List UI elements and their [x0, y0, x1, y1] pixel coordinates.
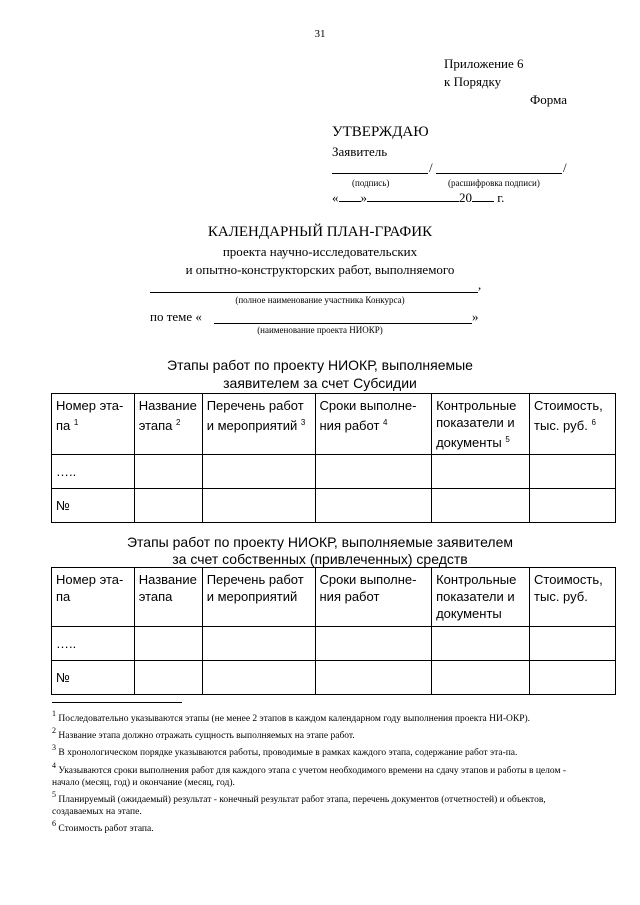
footnote-3: $^3$ В хронологическом порядке указываются работы, проводимые в рамках каждого этапа, содержание работ эта-па.: [52, 743, 518, 759]
topic-prefix: по теме «: [150, 309, 202, 324]
approval-date: « » 20 г.: [332, 190, 505, 205]
applicant-label: Заявитель: [332, 144, 388, 159]
footnote-6: $^6$ Стоимость работ этапа.: [52, 819, 154, 835]
table-row: [52, 489, 616, 523]
document-title: КАЛЕНДАРНЫЙ ПЛАН-ГРАФИК: [207, 224, 433, 240]
table-cell: [202, 455, 315, 489]
table-cell: [134, 661, 202, 695]
column-header-stage-number: Номер эта-па: [52, 568, 135, 627]
footnotes: [52, 708, 582, 836]
table-cell: [134, 455, 202, 489]
signature-line: / /: [332, 158, 568, 178]
table-cell: [530, 661, 616, 695]
footnote-5: $^5$ Планируемый (ожидаемый) результат - конечный результат работ этапа, перечень документов (отчетностей) и объектов, создаваемых на этапе.: [52, 790, 546, 818]
column-header-works-list: Перечень работ и мероприятий: [202, 568, 315, 627]
column-header-control-indicators: Контрольные показатели и документы $^5$: [432, 394, 530, 455]
approve-heading: УТВЕРЖДАЮ: [332, 124, 429, 140]
project-name-line: [214, 311, 472, 324]
section1-title-line2: заявителем за счет Субсидии: [223, 375, 417, 391]
column-header-works-list: Перечень работ и мероприятий $^3$: [202, 394, 315, 455]
footnote-separator: [52, 702, 182, 703]
project-caption: (наименование проекта НИОКР): [257, 325, 383, 335]
participant-caption: (полное наименование участника Конкурса): [235, 295, 405, 305]
table-cell: №: [52, 661, 135, 695]
table-cell: …..: [52, 627, 135, 661]
title-line-2: проекта научно-исследовательских: [222, 244, 418, 259]
column-header-deadlines: Сроки выполне-ния работ: [315, 568, 432, 627]
decoding-field-line: [436, 173, 562, 174]
participant-name-line: [150, 280, 478, 293]
decoding-caption: (расшифровка подписи): [448, 178, 540, 188]
table-cell: [315, 627, 432, 661]
column-header-control-indicators: Контрольные показатели и документы: [432, 568, 530, 627]
table-cell: [202, 661, 315, 695]
stages-table-subsidy: [51, 393, 616, 523]
table-cell: №: [52, 489, 135, 523]
topic-suffix: »: [472, 309, 479, 324]
table-cell: …..: [52, 455, 135, 489]
table-row: [52, 455, 616, 489]
stages-table-own-funds: [51, 567, 616, 695]
table-row: [52, 661, 616, 695]
section2-title-line2: за счет собственных (привлеченных) средств: [172, 551, 468, 567]
signature-field-line: [332, 173, 428, 174]
table-cell: [432, 661, 530, 695]
section2-title-line1: Этапы работ по проекту НИОКР, выполняемые заявителем: [126, 534, 514, 550]
table-row: [52, 627, 616, 661]
column-header-cost: Стоимость, тыс. руб.: [530, 568, 616, 627]
annex-number: Приложение 6: [444, 56, 524, 71]
column-header-stage-name: Название этапа: [134, 568, 202, 627]
table-cell: [315, 455, 432, 489]
table-cell: [432, 627, 530, 661]
table-cell: [202, 627, 315, 661]
table-cell: [432, 489, 530, 523]
table-cell: [134, 627, 202, 661]
footnote-4: $^4$ Указываются сроки выполнения работ для каждого этапа с учетом необходимого времени на сдачу этапов и работы в целом - начало (месяц, год) и окончание (месяц, год).: [52, 760, 566, 788]
title-line-3: и опытно-конструкторских работ, выполняемого: [185, 262, 455, 277]
column-header-stage-name: Название этапа $^2$: [134, 394, 202, 455]
table-cell: [530, 627, 616, 661]
table-cell: [315, 661, 432, 695]
form-label: Форма: [530, 92, 567, 107]
table-cell: [432, 455, 530, 489]
footnote-2: $^2$ Название этапа должно отражать сущность выполняемых на этапе работ.: [52, 726, 355, 742]
annex-reference: к Порядку: [444, 74, 502, 89]
table-cell: [202, 489, 315, 523]
column-header-cost: Стоимость, тыс. руб. $^6$: [530, 394, 616, 455]
footnote-1: $^1$ Последовательно указываются этапы (не менее 2 этапов в каждом календарном году выполнения проекта НИ-ОКР).: [52, 709, 531, 724]
table-cell: [530, 489, 616, 523]
column-header-stage-number: Номер эта-па $^1$: [52, 394, 135, 455]
table-cell: [530, 455, 616, 489]
column-header-deadlines: Сроки выполне-ния работ $^4$: [315, 394, 432, 455]
page-number: 31: [314, 28, 326, 40]
section1-title-line1: Этапы работ по проекту НИОКР, выполняемые: [167, 357, 473, 373]
table-cell: [315, 489, 432, 523]
signature-caption: (подпись): [352, 178, 390, 188]
table-cell: [134, 489, 202, 523]
